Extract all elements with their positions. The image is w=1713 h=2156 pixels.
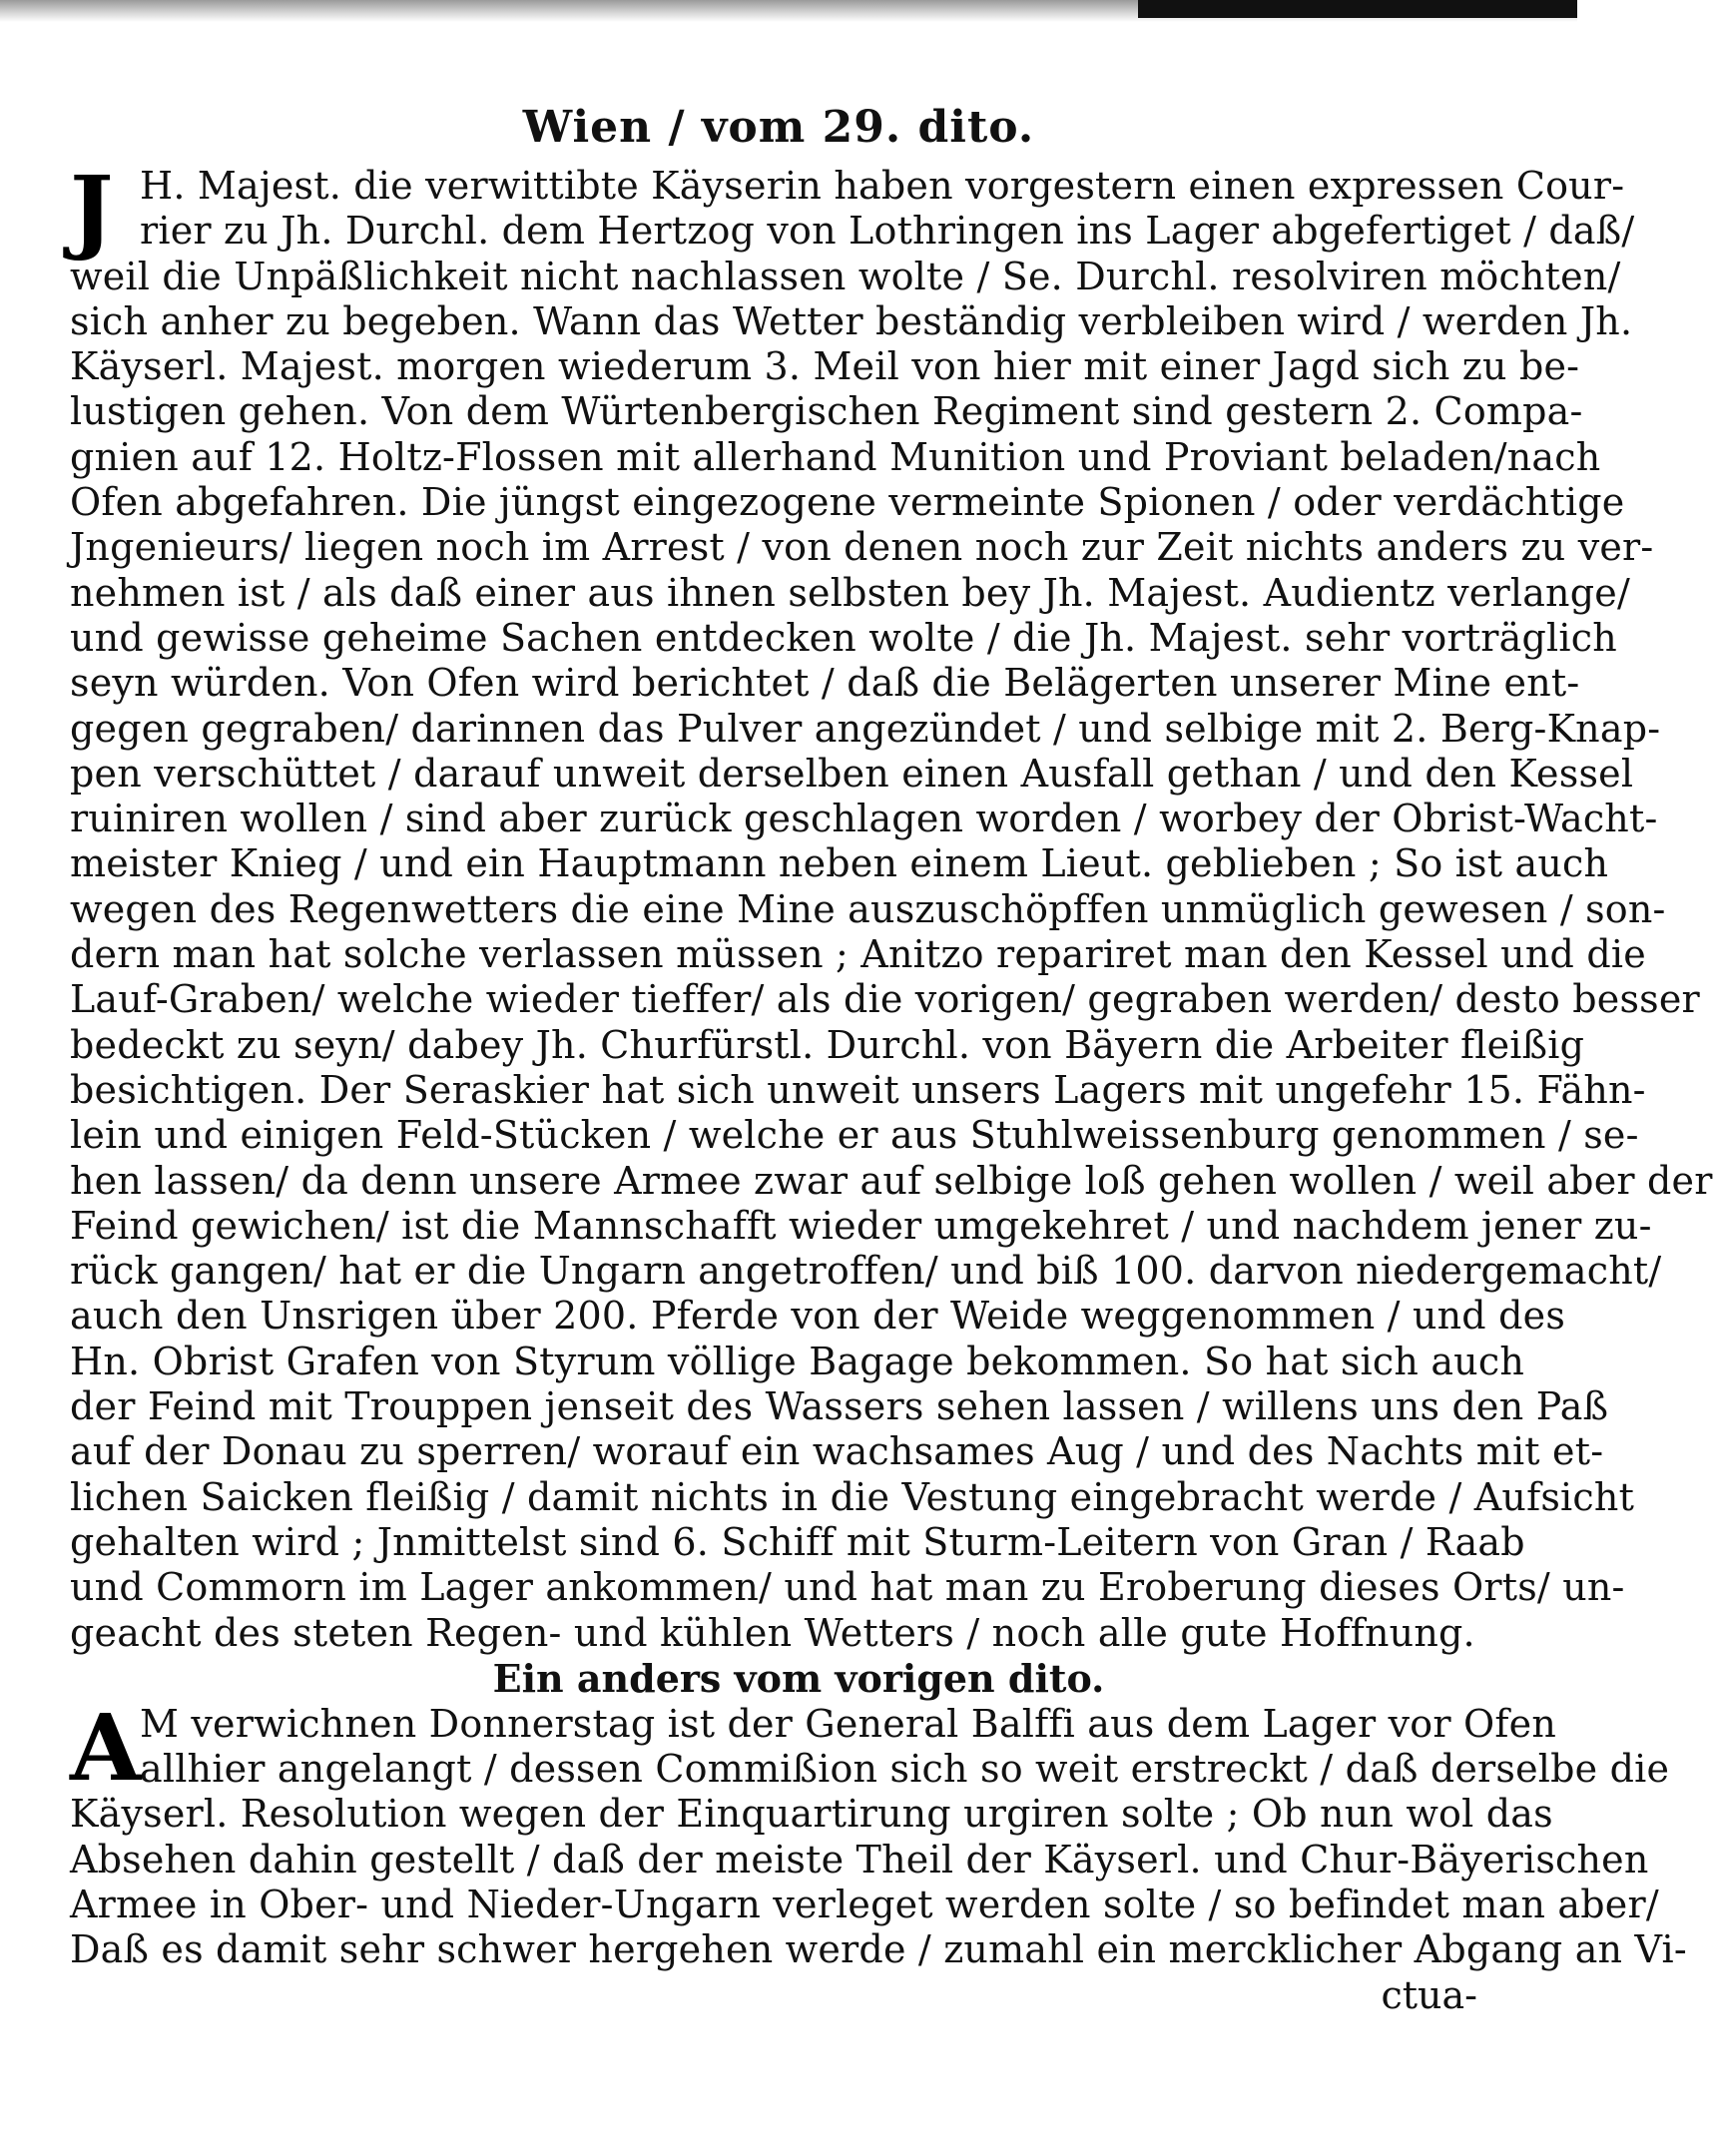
text-line: dern man hat solche verlassen müssen ; Anitzo repariret man den Kessel und die [70, 932, 1646, 977]
text-line: der Feind mit Trouppen jenseit des Wassers sehen lassen / willens uns den Paß [70, 1384, 1609, 1429]
catchword: ctua- [1381, 1972, 1477, 2017]
text-line: H. Majest. die verwittibte Käyserin haben vorgestern einen expressen Cour- [140, 164, 1625, 208]
text-line: meister Knieg / und ein Hauptmann neben einem Lieut. geblieben ; So ist auch [70, 841, 1609, 886]
drop-cap: J [70, 156, 114, 264]
paragraph-other-report [70, 1693, 1687, 1973]
sub-heading: Ein anders vom vorigen dito. [492, 1655, 1105, 1701]
text-line: nehmen ist / als daß einer aus ihnen selbsten bey Jh. Majest. Audientz verlange/ [70, 570, 1630, 615]
text-line: allhier angelangt / dessen Commißion sich so weit erstreckt / daß derselbe die [140, 1747, 1670, 1792]
text-line: gnien auf 12. Holtz-Flossen mit allerhand Munition und Proviant beladen/nach [70, 434, 1601, 479]
text-line: Ofen abgefahren. Die jüngst eingezogene vermeinte Spionen / oder verdächtige [70, 480, 1625, 525]
text-line: sich anher zu begeben. Wann das Wetter beständig verbleiben wird / werden Jh. [70, 298, 1633, 343]
scan-shadow-corner [1138, 0, 1577, 18]
text-line: Lauf-Graben/ welche wieder tieffer/ als die vorigen/ gegraben werden/ desto besser [70, 977, 1700, 1022]
text-line: weil die Unpäßlichkeit nicht nachlassen wolte / Se. Durchl. resolviren möchten/ [70, 254, 1621, 298]
text-line: hen lassen/ da denn unsere Armee zwar auf selbige loß gehen wollen / weil aber der [70, 1158, 1713, 1203]
text-line: Feind gewichen/ ist die Mannschafft wieder umgekehret / und nachdem jener zu- [70, 1203, 1652, 1248]
paragraph-lines [70, 1693, 1687, 1973]
text-line: M verwichnen Donnerstag ist der General Balffi aus dem Lager vor Ofen [140, 1701, 1557, 1746]
document-page [70, 100, 1713, 2096]
text-line: Käyserl. Resolution wegen der Einquartirung urgiren solte ; Ob nun wol das [70, 1792, 1553, 1837]
text-line: gegen gegraben/ darinnen das Pulver angezündet / und selbige mit 2. Berg-Knap- [70, 706, 1661, 751]
text-line: Daß es damit sehr schwer hergehen werde / zumahl ein mercklicher Abgang an Vi- [70, 1927, 1687, 1972]
text-line: und Commorn im Lager ankommen/ und hat man zu Eroberung dieses Orts/ un- [70, 1565, 1625, 1610]
text-line: lein und einigen Feld-Stücken / welche er aus Stuhlweissenburg genommen / se- [70, 1113, 1639, 1158]
text-line: lichen Saicken fleißig / damit nichts in die Vestung eingebracht werde / Aufsicht [70, 1474, 1635, 1519]
text-line: und gewisse geheime Sachen entdecken wolte / die Jh. Majest. sehr vorträglich [70, 615, 1617, 660]
section-heading: Wien / vom 29. dito. [522, 102, 1035, 153]
text-line: rier zu Jh. Durchl. dem Hertzog von Lothringen ins Lager abgefertiget / daß/ [140, 209, 1635, 254]
text-line: Hn. Obrist Grafen von Styrum völlige Bagage bekommen. So hat sich auch [70, 1339, 1525, 1383]
paragraph-vienna-report [70, 156, 1713, 1656]
text-line: bedeckt zu seyn/ dabey Jh. Churfürstl. Durchl. von Bäyern die Arbeiter fleißig [70, 1022, 1585, 1067]
paragraph-lines [70, 156, 1713, 1656]
text-line: Jngenieurs/ liegen noch im Arrest / von denen noch zur Zeit nichts anders zu ver- [70, 525, 1654, 570]
text-line: wegen des Regenwetters die eine Mine auszuschöpffen unmüglich gewesen / son- [70, 886, 1666, 931]
text-line: seyn würden. Von Ofen wird berichtet / daß die Belägerten unserer Mine ent- [70, 661, 1580, 706]
text-line: geacht des steten Regen- und kühlen Wetters / noch alle gute Hoffnung. [70, 1610, 1475, 1655]
drop-cap: A [70, 1693, 142, 1802]
text-line: gehalten wird ; Jnmittelst sind 6. Schiff mit Sturm-Leitern von Gran / Raab [70, 1519, 1525, 1564]
text-line: lustigen gehen. Von dem Würtenbergischen Regiment sind gestern 2. Compa- [70, 389, 1583, 434]
text-line: Käyserl. Majest. morgen wiederum 3. Meil von hier mit einer Jagd sich zu be- [70, 344, 1580, 389]
text-line: ruiniren wollen / sind aber zurück geschlagen worden / worbey der Obrist-Wacht- [70, 797, 1658, 841]
text-line: rück gangen/ hat er die Ungarn angetroffen/ und biß 100. darvon niedergemacht/ [70, 1249, 1662, 1294]
text-line: Armee in Ober- und Nieder-Ungarn verleget werden solte / so befindet man aber/ [70, 1882, 1659, 1926]
text-line: auf der Donau zu sperren/ worauf ein wachsames Aug / und des Nachts mit et- [70, 1429, 1604, 1474]
text-line: besichtigen. Der Seraskier hat sich unweit unsers Lagers mit ungefehr 15. Fähn- [70, 1067, 1646, 1112]
text-line: pen verschüttet / darauf unweit derselben einen Ausfall gethan / und den Kessel [70, 751, 1634, 796]
text-line: auch den Unsrigen über 200. Pferde von der Weide weggenommen / und des [70, 1294, 1566, 1339]
text-line: Absehen dahin gestellt / daß der meiste Theil der Käyserl. und Chur-Bäyerischen [70, 1837, 1649, 1882]
